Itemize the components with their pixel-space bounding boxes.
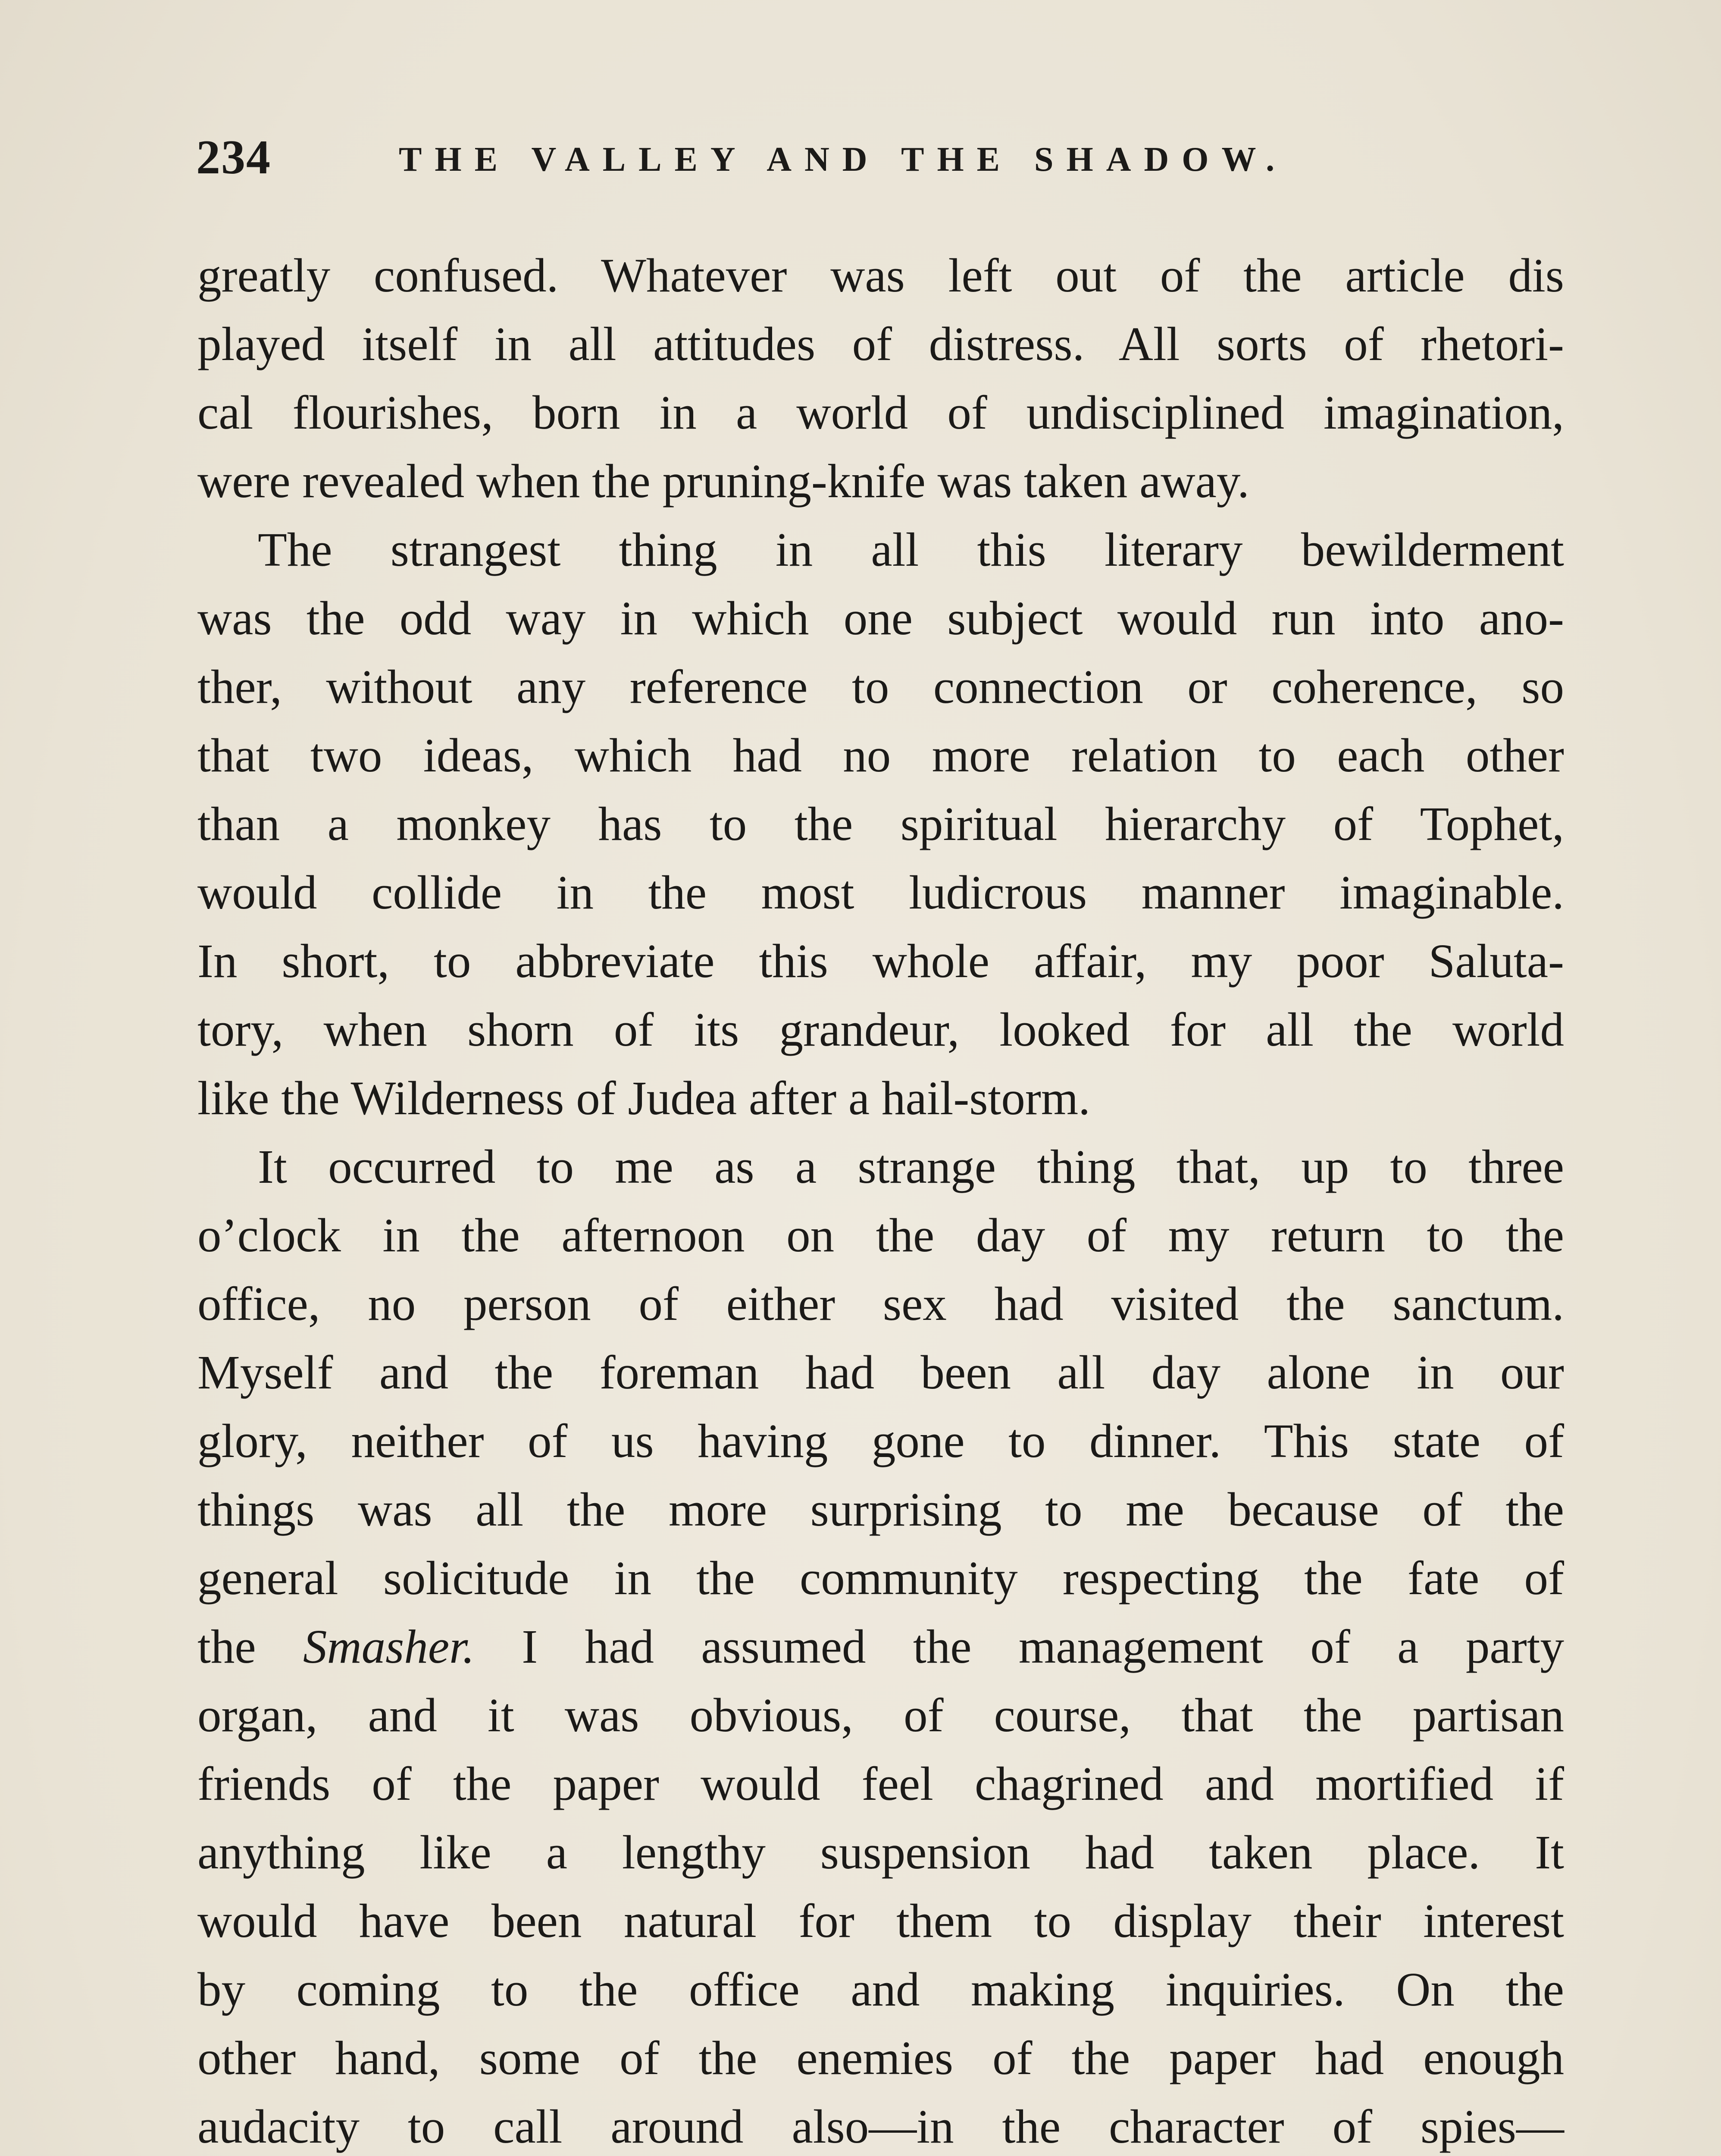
text-line: ther, without any reference to connection or coherence, so (197, 661, 1564, 714)
text-line: audacity to call around also—in the character of spies— (197, 2100, 1564, 2153)
text-line: o’clock in the afternoon on the day of my return to the (197, 1209, 1564, 1262)
text-line: was the odd way in which one subject would run into ano- (197, 592, 1564, 645)
text-line: office, no person of either sex had visited the sanctum. (197, 1278, 1564, 1331)
body-text (197, 241, 1564, 2156)
line-text: the (197, 1620, 256, 1673)
text-line: Myself and the foreman had been all day alone in our (197, 1346, 1564, 1399)
text-line: glory, neither of us having gone to dinner. This state of (197, 1415, 1564, 1468)
text-line: by coming to the office and making inquiries. On the (197, 1963, 1564, 2016)
text-line: In short, to abbreviate this whole affair, my poor Saluta- (197, 935, 1564, 988)
text-line: organ, and it was obvious, of course, that the partisan (197, 1689, 1564, 1742)
running-head (196, 125, 1567, 190)
text-line: would collide in the most ludicrous manner imaginable. (197, 866, 1564, 919)
text-line: that two ideas, which had no more relation to each other (197, 729, 1564, 782)
text-line: like the Wilderness of Judea after a hail-storm. (197, 1072, 1090, 1125)
text-line: friends of the paper would feel chagrined and mortified if (197, 1758, 1564, 1811)
text-line: things was all the more surprising to me because of the (197, 1483, 1564, 1536)
text-line: tory, when shorn of its grandeur, looked for all the world (197, 1003, 1564, 1056)
line-text: I had assumed the management of a party (522, 1620, 1565, 1673)
page-number: 234 (196, 131, 271, 184)
text-line-with-italic (197, 1613, 1564, 1681)
text-line: would have been natural for them to display their interest (197, 1895, 1564, 1948)
text-line: The strangest thing in all this literary bewilderment (258, 523, 1564, 577)
text-line: anything like a lengthy suspension had taken place. It (197, 1826, 1564, 1879)
text-line: than a monkey has to the spiritual hierarchy of Tophet, (197, 798, 1564, 851)
newspaper-name: Smasher. (303, 1620, 475, 1673)
text-line: played itself in all attitudes of distress. All sorts of rhetori- (197, 318, 1564, 371)
text-line: other hand, some of the enemies of the paper had enough (197, 2032, 1564, 2085)
text-line: general solicitude in the community respecting the fate of (197, 1552, 1564, 1605)
text-line: greatly confused. Whatever was left out of the article dis (197, 249, 1564, 302)
text-line: It occurred to me as a strange thing that, up to three (258, 1141, 1564, 1194)
text-line: cal flourishes, born in a world of undisciplined imagination, (197, 386, 1564, 439)
running-title: THE VALLEY AND THE SHADOW. (399, 141, 1288, 179)
text-line: were revealed when the pruning-knife was taken away. (197, 455, 1249, 508)
